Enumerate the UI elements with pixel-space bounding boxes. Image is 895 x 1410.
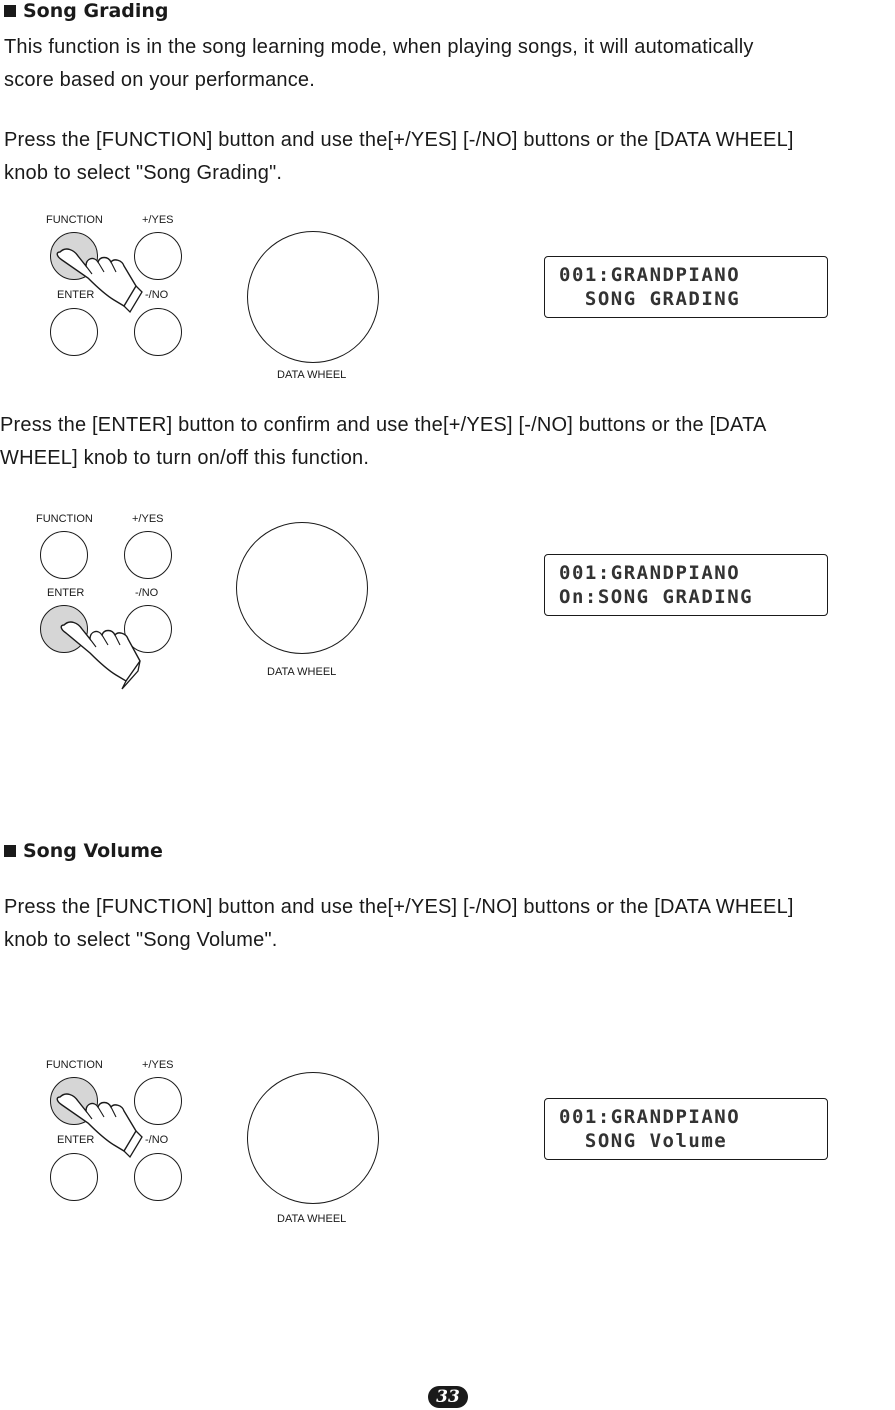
pressing-hand-icon <box>30 511 180 696</box>
enter-label: ENTER <box>57 1134 95 1146</box>
no-label: -/NO <box>145 1134 169 1146</box>
section-heading-song-grading: Song Grading <box>4 0 169 22</box>
button-panel-2 <box>30 511 180 666</box>
function-label: FUNCTION <box>36 513 93 525</box>
data-wheel-knob[interactable] <box>247 231 379 363</box>
function-label: FUNCTION <box>46 214 103 226</box>
step1-paragraph: Press the [FUNCTION] button and use the[+/YES] [-/NO] buttons or the [DATA WHEEL] knob to select "Song Grading". <box>4 129 794 184</box>
function-label: FUNCTION <box>46 1059 103 1071</box>
yes-label: +/YES <box>132 513 164 525</box>
lcd-display-3 <box>544 1098 828 1160</box>
section-heading-song-volume: Song Volume <box>4 840 163 862</box>
enter-label: ENTER <box>47 587 85 599</box>
page-number: 33 <box>428 1386 468 1408</box>
song-volume-paragraph: Press the [FUNCTION] button and use the[+/YES] [-/NO] buttons or the [DATA WHEEL] knob to select "Song Volume". <box>4 896 794 951</box>
lcd-display-2 <box>544 554 828 616</box>
heading-square-icon <box>4 845 16 857</box>
data-wheel-label: DATA WHEEL <box>277 369 347 381</box>
no-label: -/NO <box>135 587 159 599</box>
enter-label: ENTER <box>57 289 95 301</box>
lcd-line-2: On:SONG GRADING <box>559 586 754 608</box>
data-wheel-knob[interactable] <box>236 522 368 654</box>
data-wheel-label: DATA WHEEL <box>277 1213 347 1225</box>
button-panel-1 <box>40 212 190 367</box>
button-panel-3 <box>40 1057 190 1212</box>
lcd-line-2: SONG Volume <box>559 1130 728 1152</box>
pressing-hand-icon <box>40 212 190 367</box>
step2-paragraph: Press the [ENTER] button to confirm and use the[+/YES] [-/NO] buttons or the [DATA WHEEL] knob to turn on/off this function. <box>0 414 767 469</box>
yes-label: +/YES <box>142 1059 174 1071</box>
yes-label: +/YES <box>142 214 174 226</box>
lcd-line-2: SONG GRADING <box>559 288 741 310</box>
pressing-hand-icon <box>40 1057 190 1212</box>
heading-square-icon <box>4 5 16 17</box>
no-label: -/NO <box>145 289 169 301</box>
intro-paragraph: This function is in the song learning mode, when playing songs, it will automatically score based on your performance. <box>4 36 754 91</box>
data-wheel-knob[interactable] <box>247 1072 379 1204</box>
lcd-line-1: 001:GRANDPIANO <box>559 264 741 286</box>
lcd-display-1 <box>544 256 828 318</box>
data-wheel-label: DATA WHEEL <box>267 666 337 678</box>
lcd-line-1: 001:GRANDPIANO <box>559 1106 741 1128</box>
lcd-line-1: 001:GRANDPIANO <box>559 562 741 584</box>
